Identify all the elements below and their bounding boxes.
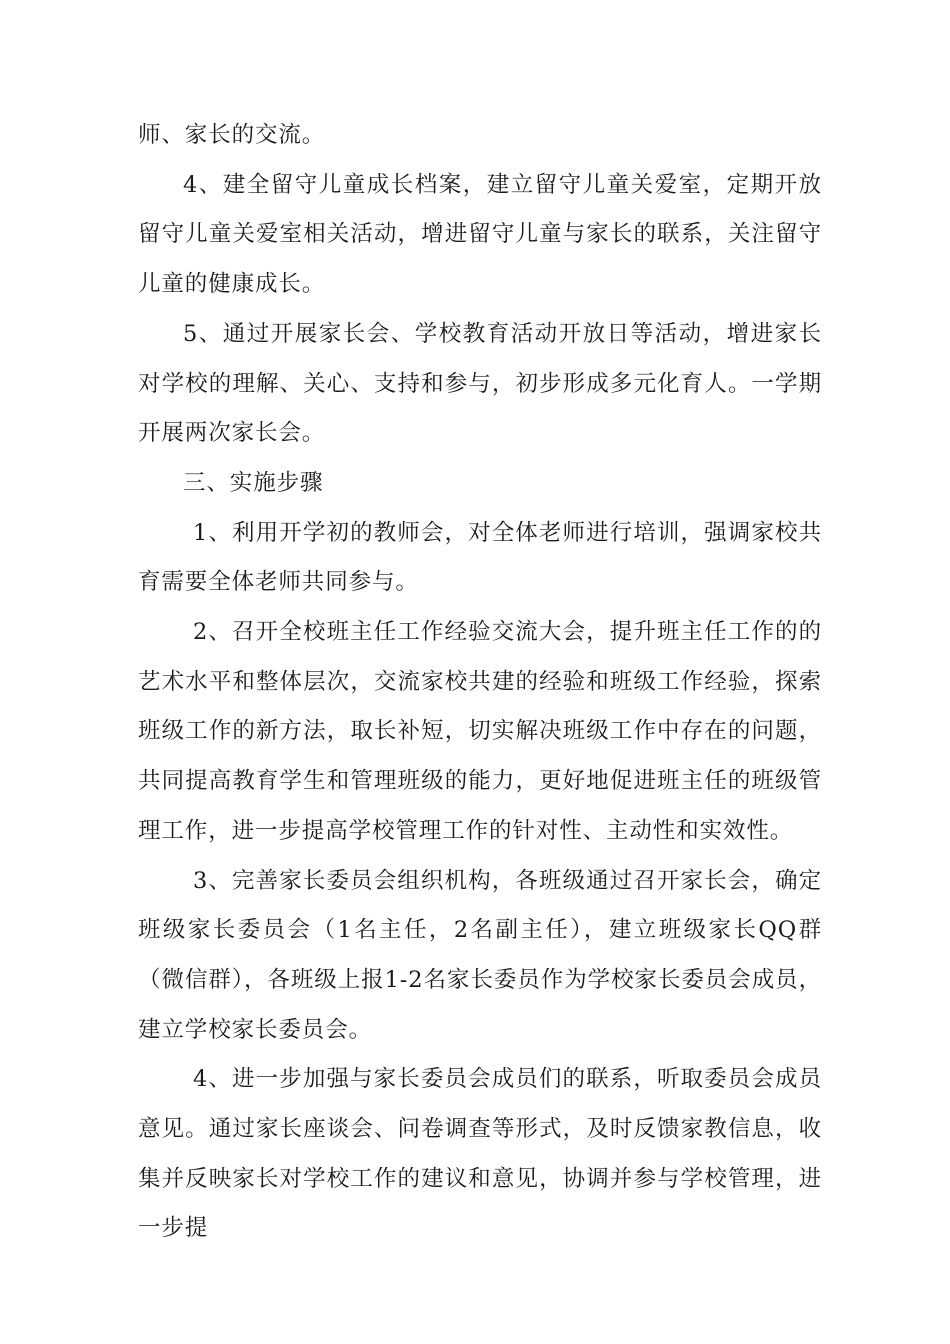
paragraph-step-4: 4、进一步加强与家长委员会成员们的联系，听取委员会成员意见。通过家长座谈会、问卷调查等形式，及时反馈家教信息，收集并反映家长对学校工作的建议和意见，协调并参与学校管理，进一步提 [138,1066,822,1242]
paragraph-step-3: 3、完善家长委员会组织机构，各班级通过召开家长会，确定班级家长委员会（1名主任，2名副主任），建立班级家长QQ群（微信群），各班级上报1-2名家长委员作为学校家长委员会成员，建立学校家长委员会。 [138,867,822,1043]
section-heading-implementation-steps: 三、实施步骤 [183,469,324,496]
document-body [138,111,822,1254]
paragraph-continuation: 师、家长的交流。 [138,122,326,148]
paragraph-item-4-archive: 4、建全留守儿童成长档案，建立留守儿童关爱室，定期开放留守儿童关爱室相关活动，增进留守儿童与家长的联系，关注留守儿童的健康成长。 [138,171,822,298]
paragraph-item-5-parent-meeting: 5、通过开展家长会、学校教育活动开放日等活动，增进家长对学校的理解、关心、支持和参与，初步形成多元化育人。一学期开展两次家长会。 [138,320,822,447]
paragraph-step-2: 2、召开全校班主任工作经验交流大会，提升班主任工作的的艺术水平和整体层次，交流家校共建的经验和班级工作经验，探索班级工作的新方法，取长补短，切实解决班级工作中存在的问题，共同提高教育学生和管理班级的能力，更好地促进班主任的班级管理工作，进一步提高学校管理工作的针对性、主动性和实效性。 [138,619,822,844]
paragraph-step-1: 1、利用开学初的教师会，对全体老师进行培训，强调家校共育需要全体老师共同参与。 [138,519,822,596]
